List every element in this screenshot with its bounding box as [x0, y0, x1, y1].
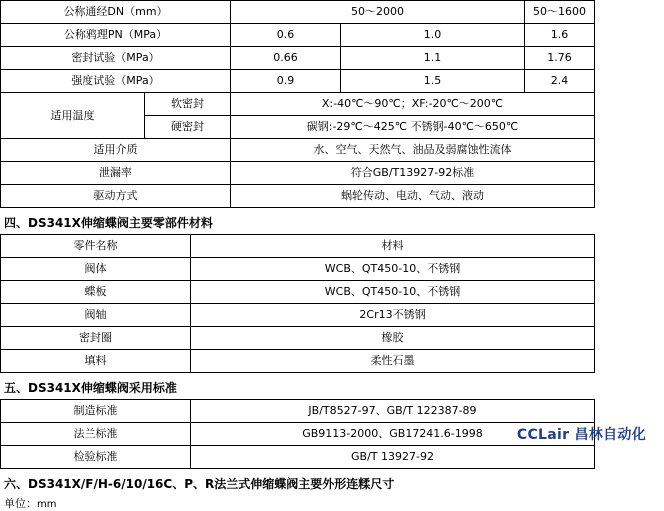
table-row — [1, 1, 595, 24]
row-value: 50～1600 — [525, 1, 595, 24]
row-label: 密封试验（MPa） — [1, 47, 231, 70]
unit-value: mm — [37, 499, 57, 510]
column-header-material: 材料 — [191, 235, 595, 258]
standard-value: JB/T8527-97、GB/T 122387-89 — [191, 400, 595, 423]
brand-name-en: CCLair — [516, 427, 570, 443]
row-value: 0.9 — [231, 70, 341, 93]
hard-seal-label: 硬密封 — [145, 116, 231, 139]
column-header-part-name: 零件名称 — [1, 235, 191, 258]
table-row — [1, 47, 595, 70]
standard-name: 制造标准 — [1, 400, 191, 423]
part-material: 橡胶 — [191, 327, 595, 350]
unit-label: 单位： — [4, 497, 37, 510]
leakage-label: 泄漏率 — [1, 162, 231, 185]
row-value: 2.4 — [525, 70, 595, 93]
section-5-title: 五、DS341X伸缩蝶阀采用标准 — [4, 381, 177, 395]
part-name: 填料 — [1, 350, 191, 373]
part-name: 阀轴 — [1, 304, 191, 327]
table-row — [1, 446, 595, 469]
table-header-row — [1, 235, 595, 258]
part-material: WCB、QT450-10、不锈钢 — [191, 258, 595, 281]
table-row — [1, 24, 595, 47]
table-row — [1, 327, 595, 350]
table-row — [1, 281, 595, 304]
drive-value: 蜗轮传动、电动、气动、液动 — [231, 185, 595, 208]
table-row-medium — [1, 139, 595, 162]
row-label: 公称鸦理PN（MPa） — [1, 24, 231, 47]
soft-seal-value: X:-40℃～90℃；XF:-20℃～200℃ — [231, 93, 595, 116]
row-value: 1.6 — [525, 24, 595, 47]
unit-note — [4, 495, 664, 511]
brand-name-cn: 昌林自动化 — [574, 427, 646, 443]
standards-table — [0, 399, 595, 469]
row-label: 强度试验（MPa） — [1, 70, 231, 93]
table-row — [1, 258, 595, 281]
table-row — [1, 304, 595, 327]
table-row — [1, 423, 595, 446]
standard-value: GB/T 13927-92 — [191, 446, 595, 469]
row-value: 1.1 — [341, 47, 525, 70]
part-name: 密封圈 — [1, 327, 191, 350]
part-material: WCB、QT450-10、不锈钢 — [191, 281, 595, 304]
standard-name: 检验标准 — [1, 446, 191, 469]
part-name: 蝶板 — [1, 281, 191, 304]
section-4-title: 四、DS341X伸缩蝶阀主要零部件材料 — [4, 216, 213, 230]
table-row-drive — [1, 185, 595, 208]
table-row — [1, 70, 595, 93]
table-row-leakage — [1, 162, 595, 185]
hard-seal-value: 碳钢:-29℃～425℃ 不锈钢-40℃～650℃ — [231, 116, 595, 139]
part-material: 柔性石墨 — [191, 350, 595, 373]
brand-logo — [517, 424, 646, 444]
materials-table — [0, 234, 595, 373]
standard-name: 法兰标准 — [1, 423, 191, 446]
part-material: 2Cr13不锈钢 — [191, 304, 595, 327]
soft-seal-label: 软密封 — [145, 93, 231, 116]
medium-value: 水、空气、天然气、油品及弱腐蚀性流体 — [231, 139, 595, 162]
table-row-temperature — [1, 93, 595, 116]
section-6-title: 六、DS341X/F/H-6/10/16C、P、R法兰式伸缩蝶阀主要外形连糅尺寸 — [4, 477, 395, 491]
row-value: 50～2000 — [231, 1, 525, 24]
leakage-value: 符合GB/T13927-92标准 — [231, 162, 595, 185]
row-value: 0.6 — [231, 24, 341, 47]
row-value: 1.76 — [525, 47, 595, 70]
drive-label: 驱动方式 — [1, 185, 231, 208]
row-value: 1.5 — [341, 70, 525, 93]
table-row — [1, 350, 595, 373]
row-value: 0.66 — [231, 47, 341, 70]
table-row — [1, 400, 595, 423]
part-name: 阀体 — [1, 258, 191, 281]
medium-label: 适用介质 — [1, 139, 231, 162]
row-label: 公称通经DN（mm） — [1, 1, 231, 24]
row-value: 1.0 — [341, 24, 525, 47]
temperature-label: 适用温度 — [1, 93, 145, 139]
standard-value: GB9113-2000、GB17241.6-1998 — [191, 423, 595, 446]
specification-table — [0, 0, 595, 208]
